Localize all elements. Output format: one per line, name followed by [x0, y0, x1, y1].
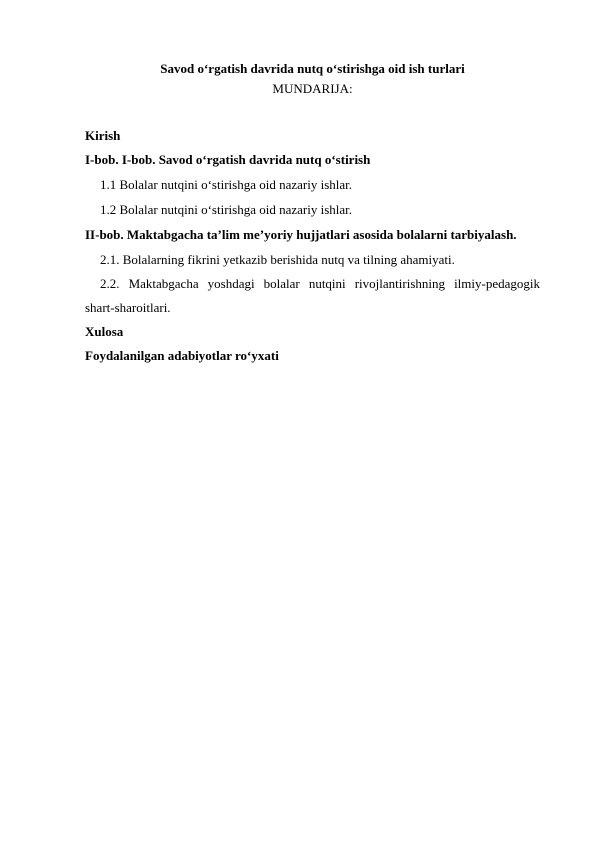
toc-item-chapter-1: I-bob. I-bob. Savod o‘rgatish davrida nutq o‘stirish — [85, 152, 371, 167]
toc-item-intro: Kirish — [85, 128, 121, 143]
toc-item-section-2-2: 2.2. Maktabgacha yoshdagi bolalar nutqini rivojlantirishning ilmiy-pedagogik — [100, 276, 540, 291]
toc-item-conclusion: Xulosa — [85, 324, 124, 339]
toc-item-section-2-1: 2.1. Bolalarning fikrini yetkazib berishida nutq va tilning ahamiyati. — [100, 252, 455, 267]
document-title: Savod o‘rgatish davrida nutq o‘stirishga oid ish turlari — [160, 61, 465, 76]
toc-item-section-1-1: 1.1 Bolalar nutqini o‘stirishga oid nazariy ishlar. — [100, 177, 353, 192]
contents-heading: MUNDARIJA: — [272, 81, 353, 96]
toc-item-section-2-2-continued: shart-sharoitlari. — [85, 300, 171, 315]
toc-item-chapter-2: II-bob. Maktabgacha ta’lim me’yoriy hujjatlari asosida bolalarni tarbiyalash. — [85, 227, 517, 242]
toc-item-section-1-2: 1.2 Bolalar nutqini o‘stirishga oid nazariy ishlar. — [100, 202, 353, 217]
toc-item-references: Foydalanilgan adabiyotlar ro‘yxati — [85, 348, 279, 363]
